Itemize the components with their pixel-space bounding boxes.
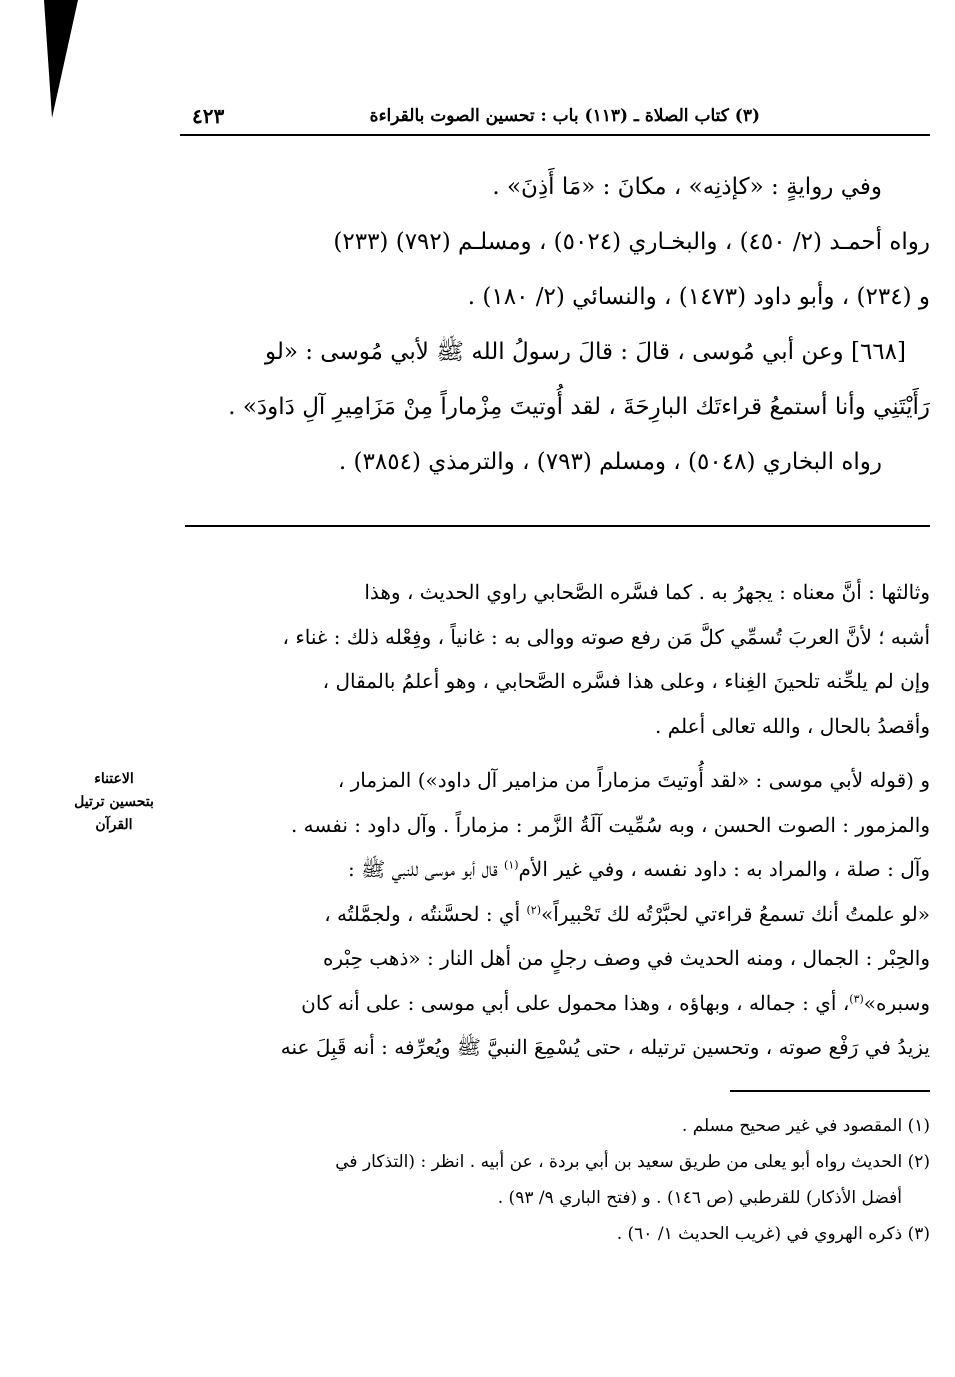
main-line: وفي روايةٍ : «كإذنِه» ، مكانَ : «مَا أَذِنَ» .: [492, 174, 882, 200]
footnote-ref[interactable]: (٢): [526, 902, 541, 916]
main-line: رواه البخاري (٥٠٤٨) ، ومسلم (٧٩٣) ، والترمذي (٣٨٥٤) .: [338, 449, 882, 475]
main-line: رواه أحمـد (٢/ ٤٥٠) ، والبخـاري (٥٠٢٤) ، ومسلـم (٧٩٢) (٢٣٣): [333, 229, 930, 255]
commentary-line: وإن لم يلحِّنه تلحينَ الغِناء ، وعلى هذا فسَّره الصَّحابي ، وهو أعلمُ بالمقال ،: [322, 669, 930, 693]
commentary-line: وأقصدُ بالحال ، والله تعالى أعلم .: [654, 713, 930, 738]
commentary-line: والحِبْر : الجمال ، ومنه الحديث في وصف رجلٍ من أهل النار : «ذهب حِبْره: [323, 946, 930, 970]
main-line: رَأَيْتَنِي وأنا أستمعُ قراءتَك البارِحَةَ ، لقد أُوتيتَ مِزْماراً مِنْ مَزَامِيرِ آلِ دَاودَ» .: [228, 394, 930, 420]
commentary-line: و (قوله لأبي موسى : «لقد أُوتيتَ مزماراً من مزامير آل داود») المزمار ،: [337, 768, 930, 792]
commentary-segment: ، أي : جماله ، وبهاؤه ، وهذا محمول على أبي موسى : على أنه كان: [301, 990, 850, 1015]
margin-note-line: الاعتناء: [94, 771, 134, 787]
footnote-divider: [730, 1090, 930, 1092]
footnote-line: أفضل الأذكار) للقرطبي (ص ١٤٦) . و (فتح الباري ٩/ ٩٣) .: [497, 1188, 902, 1208]
scan-edge-mark: [0, 0, 80, 130]
footnote-line: (٣) ذكره الهروي في (غريب الحديث ١/ ٦٠) .: [616, 1224, 930, 1244]
commentary-text: [185, 570, 930, 1070]
commentary-line: [185, 892, 930, 937]
main-line: و (٢٣٤) ، وأبو داود (١٤٧٣) ، والنسائي (٢/ ١٨٠) .: [467, 284, 930, 310]
commentary-line: أشبه ؛ لأنَّ العربَ تُسمِّي كلَّ مَن رفع صوته ووالى به : غانياً ، وفِعْله ذلك : غناء ،: [282, 624, 930, 649]
footnote-ref[interactable]: (١): [504, 858, 519, 872]
footnote-ref[interactable]: (٣): [849, 991, 864, 1005]
page-number: ٤٢٣: [192, 104, 225, 128]
footnotes: [185, 1108, 930, 1252]
commentary-line: [185, 981, 930, 1026]
commentary-segment: وآل : صلة ، والمراد به : داود نفسه ، وفي غير الأم: [518, 857, 930, 881]
margin-note-line: القرآن: [95, 817, 133, 833]
section-divider: [185, 525, 930, 527]
commentary-segment: أي : لحسَّنتُه ، ولجمَّلتُه ،: [324, 901, 521, 926]
header-title: (٣) كتاب الصلاة ـ (١١٣) باب : تحسين الصوت بالقراءة: [369, 106, 760, 126]
commentary-line: [185, 847, 930, 892]
running-header: [180, 98, 930, 136]
commentary-line: يزيدُ في رَفْع صوته ، وتحسين ترتيله ، حتى يُسْمِعَ النبيَّ ﷺ ويُعرِّفه : أنه قَبِلَ عنه: [280, 1035, 930, 1059]
commentary-line: والمزمور : الصوت الحسن ، وبه سُمِّيت آلَةُ الزَّمر : مزماراً . وآل داود : نفسه .: [290, 812, 930, 837]
hadith-text: [185, 160, 930, 490]
commentary-segment: «لو علمتُ أنك تسمعُ قراءتي لحبَّرْتُه لك تَحْبيراً»: [541, 901, 930, 926]
commentary-segment: وسبره»: [863, 990, 930, 1015]
commentary-segment: قال أبو موسى للنبي ﷺ :: [347, 857, 498, 881]
footnote-line: (١) المقصود في غير صحيح مسلم .: [681, 1116, 930, 1136]
footnote-line: (٢) الحديث رواه أبو يعلى من طريق سعيد بن أبي بردة ، عن أبيه . انظر : (التذكار في: [335, 1152, 930, 1172]
margin-note: [50, 768, 178, 837]
main-line: [٦٦٨] وعن أبي مُوسى ، قالَ : قالَ رسولُ الله ﷺ لأبي مُوسى : «لو: [264, 339, 906, 365]
commentary-line: وثالثها : أنَّ معناه : يجهرُ به . كما فسَّره الصَّحابي راوي الحديث ، وهذا: [364, 580, 930, 604]
margin-note-line: بتحسين ترتيل: [74, 794, 154, 810]
